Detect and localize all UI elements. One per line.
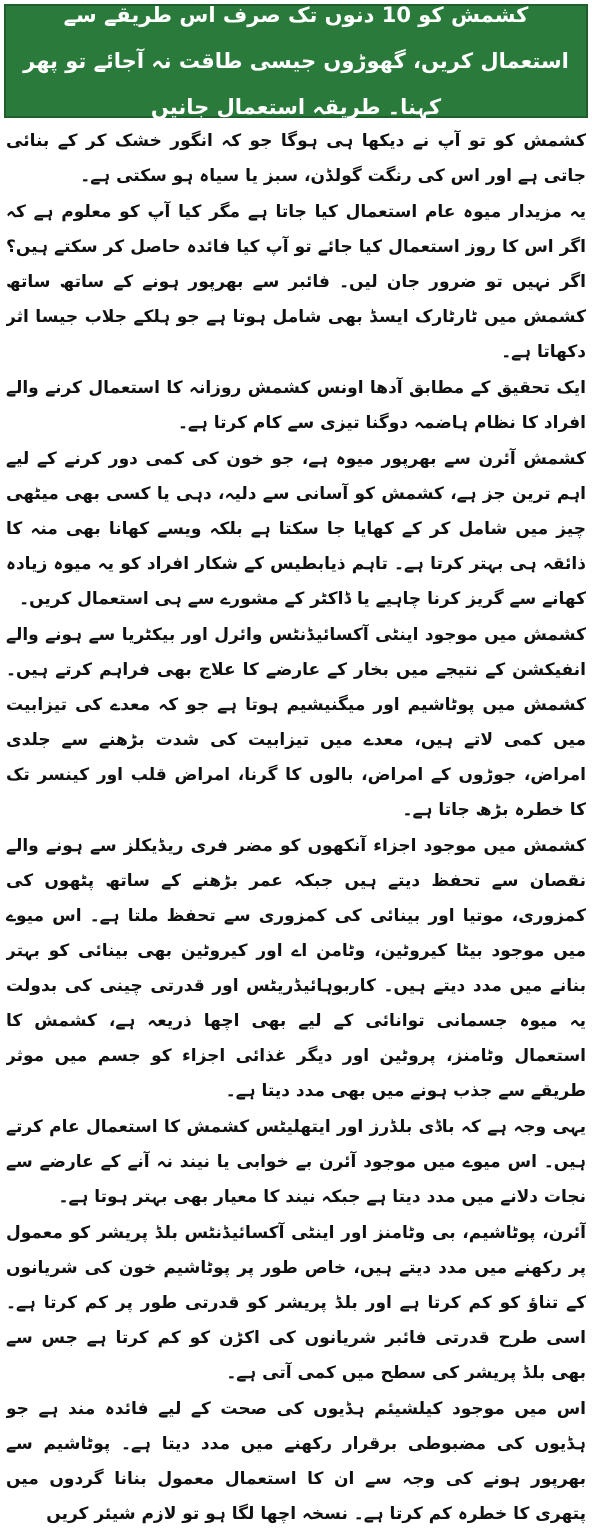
article-paragraph: آئرن، پوٹاشیم، بی وٹامنز اور اینٹی آکسائیڈنٹس بلڈ پریشر کو معمول پر رکھنے میں مدد دیتے ہیں، خاص طور پر پوٹاشیم خون کی شریانوں کے تناؤ کو کم کرتا ہے اور بلڈ پریشر کو قدرتی طور پر کم کرتا ہے۔ اسی طرح قدرتی فائبر شریانوں کی اکڑن کو کم کرتا ہے جس سے بھی بلڈ پریشر کی سطح میں کمی آتی ہے۔	[6, 1223, 586, 1383]
article-body	[6, 124, 586, 1532]
article-paragraph: یہ مزیدار میوہ عام استعمال کیا جاتا ہے مگر کیا آپ کو معلوم ہے کہ اگر اس کا روز استعمال کیا جائے تو آپ کیا فائدہ حاصل کر سکتے ہیں؟ اگر نہیں تو ضرور جان لیں۔ فائبر سے بھرپور ہونے کے ساتھ ساتھ کشمش میں ٹارٹارک ایسڈ بھی شامل ہوتا ہے جو ہلکے جلاب جیسا اثر دکھاتا ہے۔	[6, 202, 586, 362]
article-paragraph: اس میں موجود کیلشیئم ہڈیوں کی صحت کے لیے فائدہ مند ہے جو ہڈیوں کی مضبوطی برقرار رکھنے میں مدد دیتا ہے۔ پوٹاشیم سے بھرپور ہونے کی وجہ سے ان کا استعمال معمول بنانا گردوں میں پتھری کا خطرہ کم کرتا ہے۔ نسخہ اچھا لگا ہو تو لازم شیئر کریں	[6, 1399, 586, 1524]
article-paragraph: کشمش میں موجود اجزاء آنکھوں کو مضر فری ریڈیکلز سے ہونے والے نقصان سے تحفظ دیتے ہیں جبکہ عمر بڑھنے کے ساتھ پٹھوں کی کمزوری، موتیا اور بینائی کی کمزوری سے تحفظ ملتا ہے۔ اس میوے میں موجود بیٹا کیروٹین، وٹامن اے اور کیروٹین بھی بینائی کو بہتر بنانے میں مدد دیتے ہیں۔ کاربوہائیڈریٹس اور قدرتی چینی کی بدولت یہ میوہ جسمانی توانائی کے لیے بھی اچھا ذریعہ ہے، کشمش کا استعمال وٹامنز، پروٹین اور دیگر غذائی اجزاء کو جسم میں موثر طریقے سے جذب ہونے میں بھی مدد دیتا ہے۔	[6, 836, 586, 1101]
headline-banner	[4, 4, 588, 118]
headline-title: کشمش کو 10 دنوں تک صرف اس طریقے سے استعمال کریں، گھوڑوں جیسی طاقت نہ آجائے تو پھر کہنا۔ طریقہ استعمال جانیں	[23, 3, 569, 119]
article-paragraph: کشمش میں موجود اینٹی آکسائیڈنٹس وائرل اور بیکٹریا سے ہونے والے انفیکشن کے نتیجے میں بخار کے عارضے کا علاج بھی فراہم کرتے ہیں۔ کشمش میں پوٹاشیم اور میگنیشیم ہوتا ہے جو کہ معدے کی تیزابیت میں کمی لاتے ہیں، معدے میں تیزابیت کی شدت بڑھنے سے جلدی امراض، جوڑوں کے امراض، بالوں کا گرنا، امراض قلب اور کینسر تک کا خطرہ بڑھ جاتا ہے۔	[6, 625, 586, 820]
article-paragraph: کشمش کو تو آپ نے دیکھا ہی ہوگا جو کہ انگور خشک کر کے بنائی جاتی ہے اور اس کی رنگت گولڈن، سبز یا سیاہ ہو سکتی ہے۔	[6, 131, 586, 186]
article-paragraph: ایک تحقیق کے مطابق آدھا اونس کشمش روزانہ کا استعمال کرنے والے افراد کا نظام ہاضمہ دوگنا تیزی سے کام کرتا ہے۔	[6, 378, 586, 433]
article-paragraph: کشمش آئرن سے بھرپور میوہ ہے، جو خون کی کمی دور کرنے کے لیے اہم ترین جز ہے، کشمش کو آسانی سے دلیہ، دہی یا کسی بھی میٹھی چیز میں شامل کر کے کھایا جا سکتا ہے بلکہ ویسے کھانا بھی منہ کا ذائقہ ہی بہتر کرتا ہے۔ تاہم ذیابطیس کے شکار افراد کو یہ میوہ زیادہ کھانے سے گریز کرنا چاہیے یا ڈاکٹر کے مشورے سے ہی استعمال کریں۔	[6, 449, 586, 609]
article-paragraph: یہی وجہ ہے کہ باڈی بلڈرز اور ایتھلیٹس کشمش کا استعمال عام کرتے ہیں۔ اس میوے میں موجود آئرن بے خوابی یا نیند نہ آنے کے عارضے سے نجات دلانے میں مدد دیتا ہے جبکہ نیند کا معیار بھی بہتر ہوتا ہے۔	[6, 1117, 586, 1207]
